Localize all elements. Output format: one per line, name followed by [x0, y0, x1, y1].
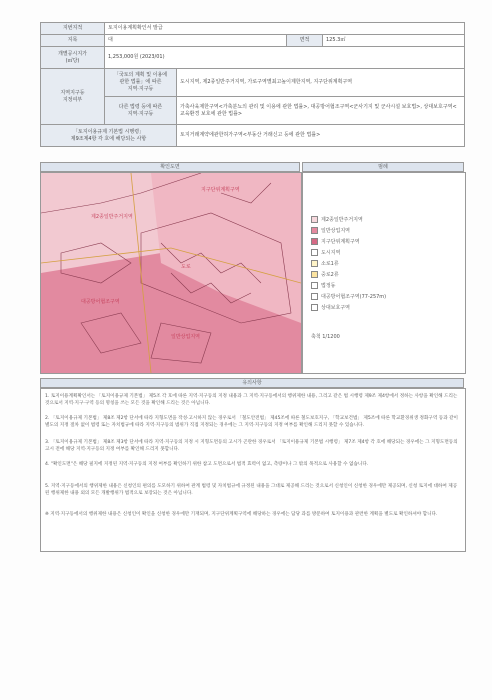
enforcement-value: 토지거래계약에관한허가구역<부동산 거래신고 등에 관한 법률> — [177, 125, 465, 147]
legend-swatch — [311, 249, 318, 256]
legend-swatch — [311, 216, 318, 223]
parcel-map-drawing — [41, 173, 301, 373]
map-label-residential: 제2종일반주거지역 — [91, 214, 133, 220]
note-paragraph: 4. "확인도면"은 해당 필지에 지정된 지역·지구등의 지정 여부를 확인하기 위한 참고 도면으로서 법적 효력이 없고, 측량이나 그 밖의 목적으로 사용할 수 없습니다. — [45, 462, 369, 467]
notes-header: 유의사항 — [40, 378, 464, 388]
map-label-commercial: 일반상업지역 — [171, 334, 200, 340]
zoning-sub1-value: 도시지역, 제2종일반주거지역, 가로구역별최고높이제한지역, 지구단위계획구역 — [177, 69, 465, 97]
map-header: 확인도면 — [40, 162, 300, 172]
note-paragraph: 2. 「토지이용규제 기본법」 제8조 제2항 단서에 따라 지형도면을 작성·고시하지 않는 경우로서 「철도안전법」 제45조에 따른 철도보호지구, 「학교보건법」 제5조에 따른 학교환경위생 정화구역 등과 같이 별도의 지정 절차 없이 법령 또는 자치법규에 따라 지역·지구등의 범위가 직접 지정되는 경우에는 그 지역·지구등의 지정 여부를 확인해 드리지 못할 수 있습니다. — [45, 416, 458, 428]
legend-label: 법정동 — [321, 282, 336, 289]
legend-item — [311, 259, 339, 267]
legend-panel — [302, 172, 466, 374]
legend-item — [311, 303, 350, 311]
land-price-value: 1,253,000원 (2023/01) — [105, 47, 465, 69]
land-category-value: 대 — [105, 35, 287, 47]
map-label-defense: 대공방어협조구역 — [81, 299, 120, 305]
legend-swatch — [311, 260, 318, 267]
legend-label: 지구단위계획구역 — [321, 238, 360, 245]
legend-header: 범례 — [302, 162, 464, 172]
legend-swatch — [311, 227, 318, 234]
legend-label: 대공방어협조구역(77-257m) — [321, 293, 387, 300]
legend-item — [311, 281, 336, 289]
notes-section — [40, 388, 466, 552]
legend-swatch — [311, 271, 318, 278]
legend-item — [311, 215, 363, 223]
legend-item — [311, 226, 350, 234]
title-label: 지번지적 — [41, 23, 105, 35]
area-value: 125.3㎡ — [323, 35, 465, 47]
land-category-label: 지목 — [41, 35, 105, 47]
legend-label: 소로1류 — [321, 260, 339, 267]
legend-item — [311, 248, 340, 256]
legend-item — [311, 237, 360, 245]
zoning-label: 지역지구등 지정여부 — [41, 69, 105, 125]
legend-swatch — [311, 282, 318, 289]
note-paragraph: 5. 지역·지구등에서의 행위제한 내용은 신청인의 편의를 도모하기 위하여 관계 법령 및 자치법규에 규정된 내용을 그대로 제공해 드리는 것으로서 신청인이 신청한 경우에만 제공되며, 신청 토지에 대하여 제공된 행위제한 내용 외의 모든 개발행위가 법적으로 보장되는 것은 아닙니다. — [45, 484, 458, 496]
land-info-table — [40, 22, 465, 147]
zoning-sub2-value: 가축사육제한구역<가축분뇨의 관리 및 이용에 관한 법률>, 대공방어협조구역<군사기지 및 군사시설 보호법>, 상대보호구역<교육환경 보호에 관한 법률> — [177, 97, 465, 125]
legend-item — [311, 270, 339, 278]
land-price-label: 개별공시지가 (㎡당) — [41, 47, 105, 69]
note-paragraph: ※ 지역·지구등에서의 행위제한 내용은 신청인이 확인을 신청한 경우에만 기재되며, 지구단위계획구역에 해당하는 경우에는 담당 과를 방문하여 토지이용과 관련한 계획을 별도로 확인하셔야 합니다. — [45, 512, 438, 517]
area-label: 면적 — [287, 35, 323, 47]
legend-swatch — [311, 293, 318, 300]
confirmation-map — [40, 172, 302, 374]
legend-label: 제2종일반주거지역 — [321, 216, 363, 223]
legend-swatch — [311, 304, 318, 311]
legend-label: 도시지역 — [321, 249, 341, 256]
legend-swatch — [311, 238, 318, 245]
legend-label: 일반상업지역 — [321, 227, 350, 234]
legend-label: 상대보호구역 — [321, 304, 350, 311]
zoning-sub2-label: 다른 법령 등에 따른 지역·지구등 — [105, 97, 177, 125]
legend-item — [311, 292, 386, 300]
legend-label: 중로2류 — [321, 271, 339, 278]
note-paragraph: 1. 토지이용계획확인서는 「토지이용규제 기본법」 제5조 각 호에 따른 지역·지구등의 지정 내용과 그 지역·지구등에서의 행위제한 내용, 그리고 같은 법 시행령 제9조 제4항에서 정하는 사항을 확인해 드리는 것으로서 지역·지구·구역 등의 명칭을 쓰는 모든 것을 확인해 드리는 것은 아닙니다. — [45, 394, 458, 406]
title-value: 토지이용계획확인서 발급 — [105, 23, 465, 35]
map-scale: 축척 1/1200 — [311, 334, 340, 340]
enforcement-label: 「토지이용규제 기본법 시행령」 제9조제4항 각 호에 해당되는 사항 — [41, 125, 177, 147]
map-label-district: 지구단위계획구역 — [201, 187, 240, 193]
note-paragraph: 3. 「토지이용규제 기본법」 제8조 제3항 단서에 따라 지역·지구등의 지정 시 지형도면등의 고시가 곤란한 경우로서 「토지이용규제 기본법 시행령」 제7조 제4항 각 호에 해당되는 경우에는 그 지형도면등의 고시 전에 해당 지역·지구등의 지정 여부를 확인해 드리지 못합니다. — [45, 440, 458, 452]
map-label-road: 도로 — [181, 264, 191, 270]
zoning-sub1-label: 「국토의 계획 및 이용에 관한 법률」에 따른 지역·지구등 — [105, 69, 177, 97]
